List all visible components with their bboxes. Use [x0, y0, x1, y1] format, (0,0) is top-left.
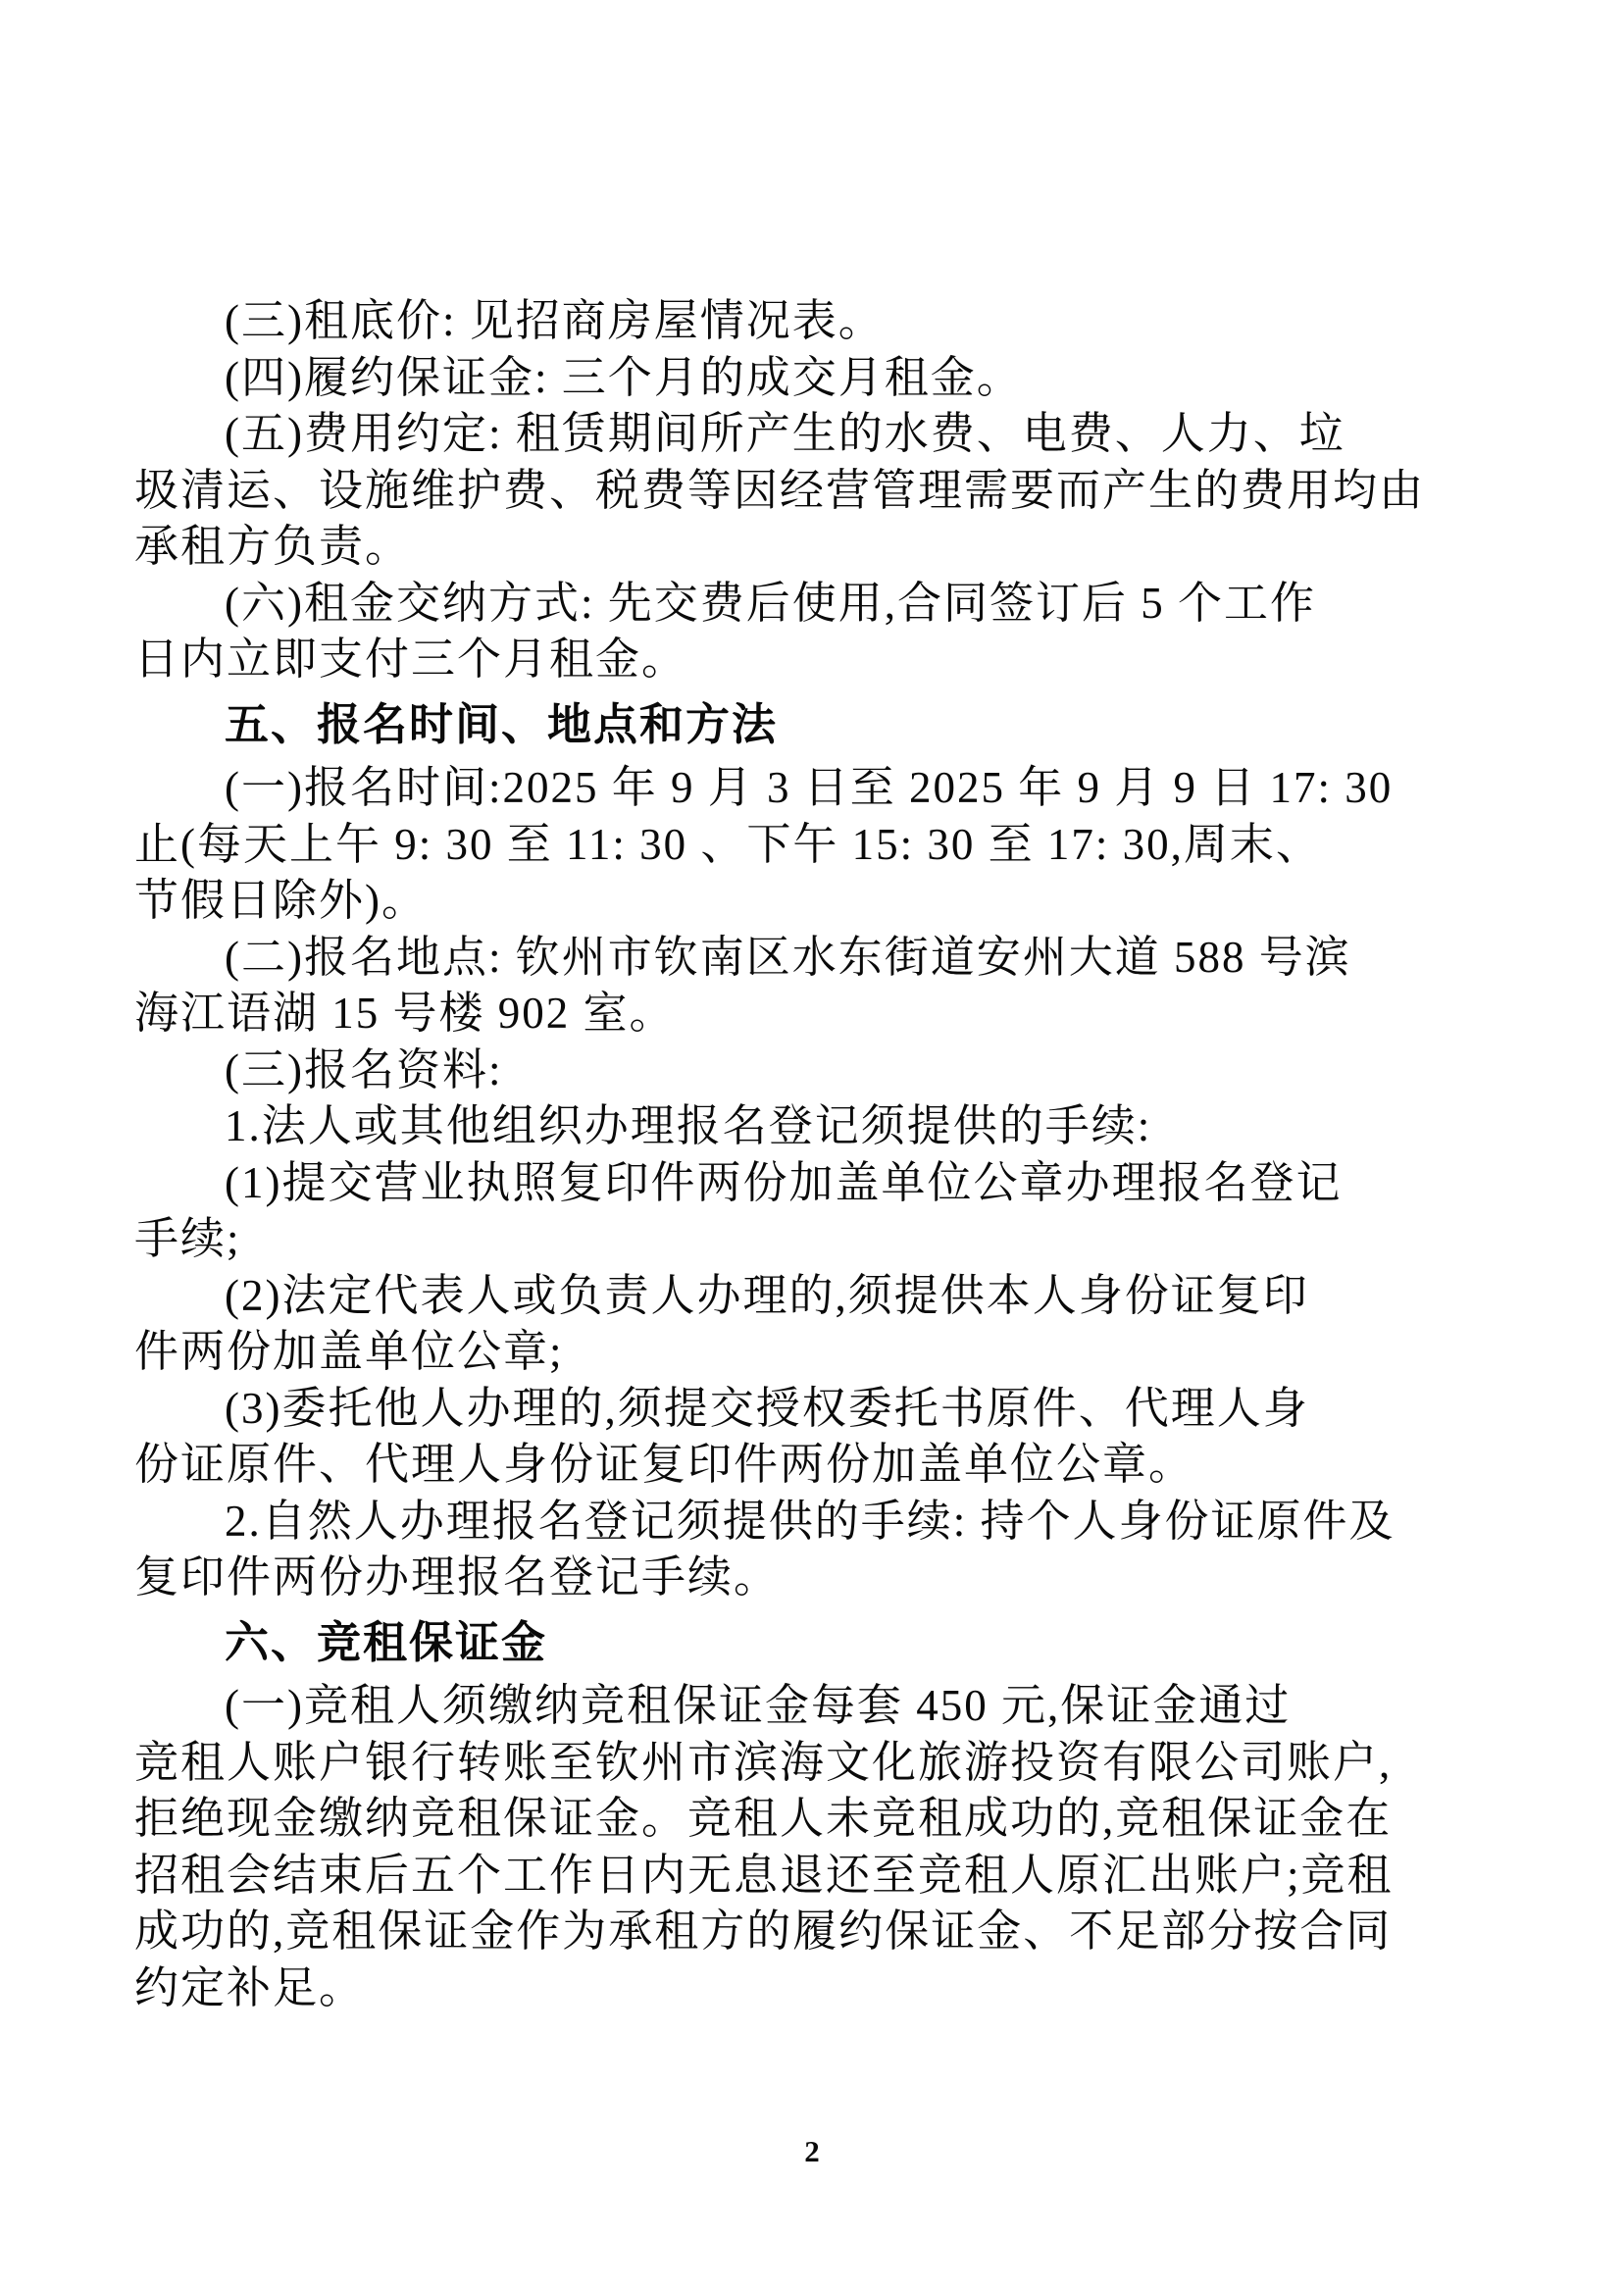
- text-line: 海江语湖 15 号楼 902 室。: [134, 989, 676, 1038]
- text-line: 件两份加盖单位公章;: [134, 1327, 564, 1376]
- text-line: (一)竞租人须缴纳竞租保证金每套 450 元,保证金通过: [225, 1681, 1292, 1730]
- text-line: 竞租人账户银行转账至钦州市滨海文化旅游投资有限公司账户,: [134, 1737, 1393, 1787]
- text-line: 约定补足。: [134, 1962, 366, 2012]
- text-line: 手续;: [134, 1214, 241, 1263]
- text-line: 招租会结束后五个工作日内无息退还至竞租人原汇出账户;竞租: [134, 1850, 1394, 1900]
- text-line: 止(每天上午 9: 30 至 11: 30 、下午 15: 30 至 17: 30,周末、: [134, 819, 1322, 869]
- text-line: 2.自然人办理报名登记须提供的手续: 持个人身份证原件及: [225, 1496, 1396, 1546]
- page-number: 2: [804, 2134, 820, 2168]
- text-line: (二)报名地点: 钦州市钦南区水东街道安州大道 588 号滨: [225, 932, 1351, 982]
- section-heading: 六、竞租保证金: [225, 1617, 548, 1667]
- text-line: 圾清运、设施维护费、税费等因经营管理需要而产生的费用均由: [134, 465, 1426, 515]
- document-text: [134, 293, 1424, 2016]
- text-line: (四)履约保证金: 三个月的成交月租金。: [225, 352, 1023, 402]
- text-line: (3)委托他人办理的,须提交授权委托书原件、代理人身: [225, 1383, 1309, 1433]
- text-line: (1)提交营业执照复印件两份加盖单位公章办理报名登记: [225, 1157, 1343, 1207]
- text-line: 份证原件、代理人身份证复印件两份加盖单位公章。: [134, 1440, 1195, 1489]
- section-heading: 五、报名时间、地点和方法: [225, 699, 779, 749]
- text-line: (一)报名时间:2025 年 9 月 3 日至 2025 年 9 月 9 日 17: 30: [225, 763, 1394, 812]
- text-line: 日内立即支付三个月租金。: [134, 635, 688, 684]
- text-line: 成功的,竞租保证金作为承租方的履约保证金、不足部分按合同: [134, 1907, 1393, 1956]
- text-line: 1.法人或其他组织办理报名登记须提供的手续:: [225, 1101, 1152, 1150]
- text-line: 复印件两份办理报名登记手续。: [134, 1552, 781, 1602]
- text-line: (六)租金交纳方式: 先交费后使用,合同签订后 5 个工作: [225, 578, 1316, 628]
- text-line: 承租方负责。: [134, 522, 412, 571]
- text-line: (五)费用约定: 租赁期间所产生的水费、电费、人力、垃: [225, 409, 1345, 458]
- text-line: 拒绝现金缴纳竞租保证金。竞租人未竞租成功的,竞租保证金在: [134, 1794, 1393, 1843]
- text-line: 节假日除外)。: [134, 876, 428, 925]
- text-line: (三)报名资料:: [225, 1044, 503, 1094]
- text-line: (三)租底价: 见招商房屋情况表。: [225, 296, 885, 345]
- text-line: (2)法定代表人或负责人办理的,须提供本人身份证复印: [225, 1270, 1309, 1320]
